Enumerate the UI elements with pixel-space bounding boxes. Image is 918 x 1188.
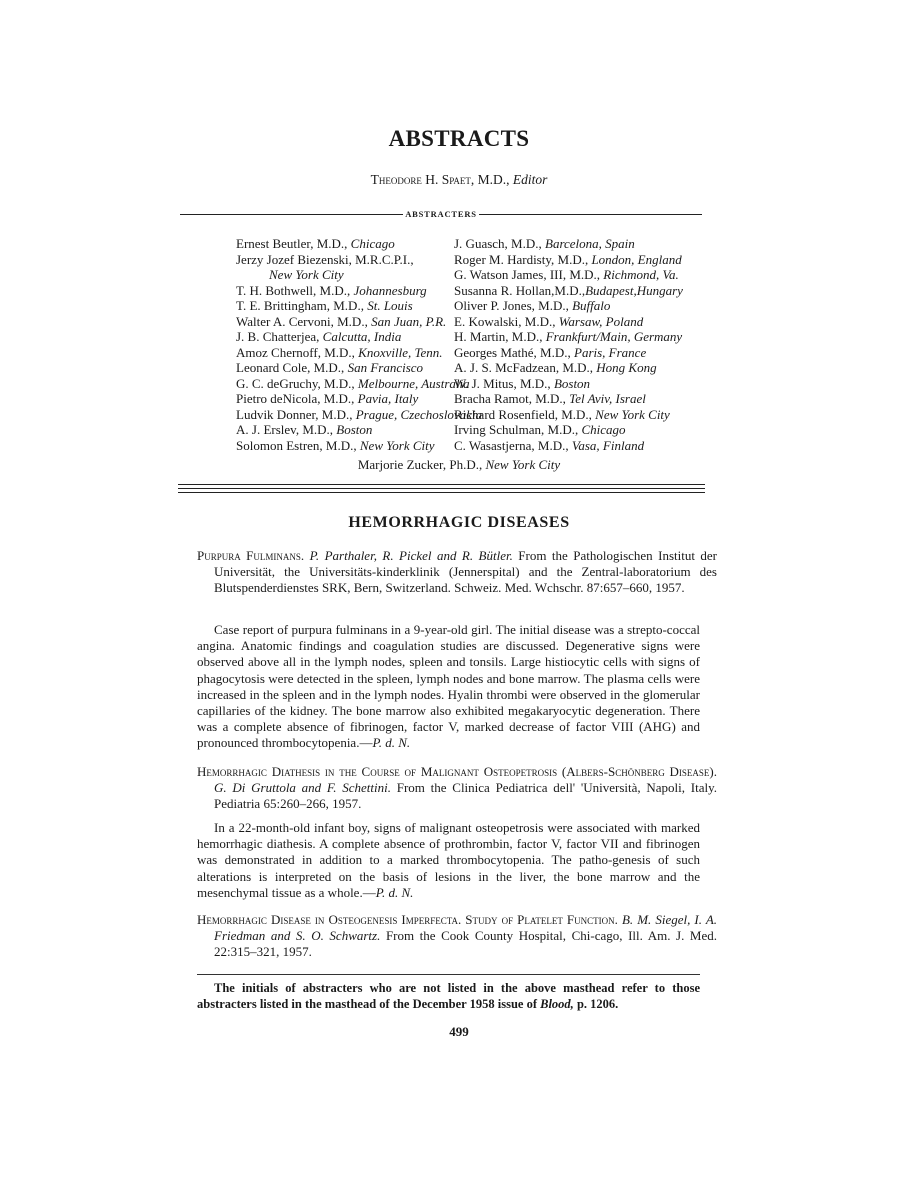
abstracter-entry: Bracha Ramot, M.D., Tel Aviv, Israel xyxy=(454,391,646,406)
abstract-2-reference xyxy=(197,764,717,813)
rule-right xyxy=(479,214,702,215)
abstract-2-authors: G. Di Gruttola and F. Schettini. xyxy=(214,780,391,796)
abstract-2-initials: P. d. N. xyxy=(375,884,414,900)
abstracter-entry: New York City xyxy=(269,267,344,282)
abstract-2-title: Hemorrhagic Diathesis in the Course of Malignant Osteopetrosis (Albers-Schönberg Disease). xyxy=(197,764,717,779)
abstract-1-initials: P. d. N. xyxy=(372,735,411,751)
abstracters-right-column xyxy=(454,236,704,453)
footnote-rule xyxy=(197,974,700,975)
abstracter-entry: W. J. Mitus, M.D., Boston xyxy=(454,375,591,391)
abstracter-entry: H. Martin, M.D., Frankfurt/Main, Germany xyxy=(454,329,683,344)
footnote-journal: Blood, xyxy=(540,997,574,1011)
abstracter-entry: Richard Rosenfield, M.D., New York City xyxy=(454,406,670,422)
abstracter-entry: A. J. S. McFadzean, M.D., Hong Kong xyxy=(454,360,657,375)
abstract-3-title: Hemorrhagic Disease in Osteogenesis Imperfecta. Study of Platelet Function. xyxy=(197,912,618,927)
masthead-label: ABSTRACTERS xyxy=(405,209,477,219)
abstracter-entry: T. E. Brittingham, M.D., St. Louis xyxy=(236,298,413,313)
footnote: The initials of abstracters who are not listed in the above masthead refer to those abstracters listed in the masthead of the December 1958 issue of Blood, p. 1206. xyxy=(197,981,700,1011)
abstracter-entry: Pietro deNicola, M.D., Pavia, Italy xyxy=(236,391,419,406)
abstracter-entry: Walter A. Cervoni, M.D., San Juan, P.R. xyxy=(236,313,447,329)
abstracter-entry: Irving Schulman, M.D., Chicago xyxy=(454,422,626,437)
abstracter-entry: Roger M. Hardisty, M.D., London, England xyxy=(454,251,682,267)
abstracter-entry: J. B. Chatterjea, Calcutta, India xyxy=(236,329,402,344)
page-number: 499 xyxy=(449,1024,469,1039)
section-divider xyxy=(178,484,705,496)
abstract-3-authors: B. M. Siegel, I. A. Friedman and S. O. Schwartz. xyxy=(214,912,718,944)
abstract-1-reference xyxy=(197,548,717,597)
abstract-3-reference xyxy=(197,912,717,961)
abstracter-entry: Jerzy Jozef Biezenski, M.R.C.P.I., xyxy=(236,251,414,267)
abstracter-entry: Solomon Estren, M.D., New York City xyxy=(236,437,435,453)
abstracter-entry: A. J. Erslev, M.D., Boston xyxy=(236,422,373,437)
abstracter-entry: Ernest Beutler, M.D., Chicago xyxy=(236,236,395,251)
abstracter-entry: Ludvik Donner, M.D., Prague, Czechoslovakia xyxy=(236,406,483,422)
abstracter-entry: Leonard Cole, M.D., San Francisco xyxy=(236,360,424,375)
abstract-1-source: From the Pathologischen Institut der Universität, the Universitäts-kinderklinik (Jennerspital) and the Zentral-laboratorium des Blutspenderdienstes SRK, Bern, Switzerland. Schweiz. Med. Wchschr. 87:657–660, 1957. xyxy=(214,548,718,596)
abstracter-entry: T. H. Bothwell, M.D., Johannesburg xyxy=(236,282,427,298)
abstract-2-source: From the Clinica Pediatrica dell' 'Università, Napoli, Italy. Pediatria 65:260–266, 1957. xyxy=(214,780,718,812)
abstracter-entry: J. Guasch, M.D., Barcelona, Spain xyxy=(454,236,635,251)
rule-left xyxy=(180,214,403,215)
abstracter-entry: G. Watson James, III, M.D., Richmond, Va. xyxy=(454,267,679,282)
abstract-1-authors: P. Parthaler, R. Pickel and R. Bütler. xyxy=(309,548,513,563)
abstracter-entry: E. Kowalski, M.D., Warsaw, Poland xyxy=(454,313,644,329)
abstracter-entry: C. Wasastjerna, M.D., Vasa, Finland xyxy=(454,437,645,453)
editor-line xyxy=(0,172,918,188)
abstract-1-body: Case report of purpura fulminans in a 9-year-old girl. The initial disease was a strepto-coccal angina. Anatomic findings and coagulation studies are discussed. Degenerative signs were observed above all in the lymph nodes, spleen and tonsils. Large histiocytic cells with signs of phagocytosis were detected in the spleen, lymph nodes and bone marrow. The plasma cells were increased in the spleen and in the lymph nodes. Hyalin thrombi were observed in the glomerular capillaries of the kidney. The bone marrow also exhibited megakaryocytic degeneration. There was a complete absence of fibrinogen, factor V, marked decrease of factor VIII (AHG) and pronounced thrombocytopenia.—P. d. N. xyxy=(197,622,700,751)
editor-role: Editor xyxy=(512,172,548,187)
masthead-rule xyxy=(180,207,702,221)
abstract-1-title: Purpura Fulminans. xyxy=(197,548,305,563)
section-title: HEMORRHAGIC DISEASES xyxy=(348,514,570,531)
page-title: ABSTRACTS xyxy=(388,126,530,151)
abstracter-entry: Oliver P. Jones, M.D., Buffalo xyxy=(454,298,611,313)
editor-name: Theodore H. Spaet, M.D., xyxy=(370,172,510,187)
abstract-2-body: In a 22-month-old infant boy, signs of malignant osteopetrosis were associated with marked hemorrhagic diathesis. A complete absence of prothrombin, factor V, factor VII and fibrinogen was demonstrated in addition to a marked thrombocytopenia. The patho-genesis of such alterations is interpreted on the basis of lesions in the liver, the bone marrow and the mesenchymal tissue as a whole.—P. d. N. xyxy=(197,820,700,900)
abstracter-entry: G. C. deGruchy, M.D., Melbourne, Australia xyxy=(236,375,470,391)
abstracter-entry-last: Marjorie Zucker, Ph.D., New York City xyxy=(357,457,561,472)
abstracter-entry: Amoz Chernoff, M.D., Knoxville, Tenn. xyxy=(236,344,443,360)
abstract-3-source: From the Cook County Hospital, Chi-cago, Ill. Am. J. Med. 22:315–321, 1957. xyxy=(214,928,717,960)
abstracter-entry: Susanna R. Hollan,M.D.,Budapest,Hungary xyxy=(454,282,683,298)
abstracters-left-column xyxy=(236,236,483,453)
abstracter-entry: Georges Mathé, M.D., Paris, France xyxy=(454,344,647,360)
